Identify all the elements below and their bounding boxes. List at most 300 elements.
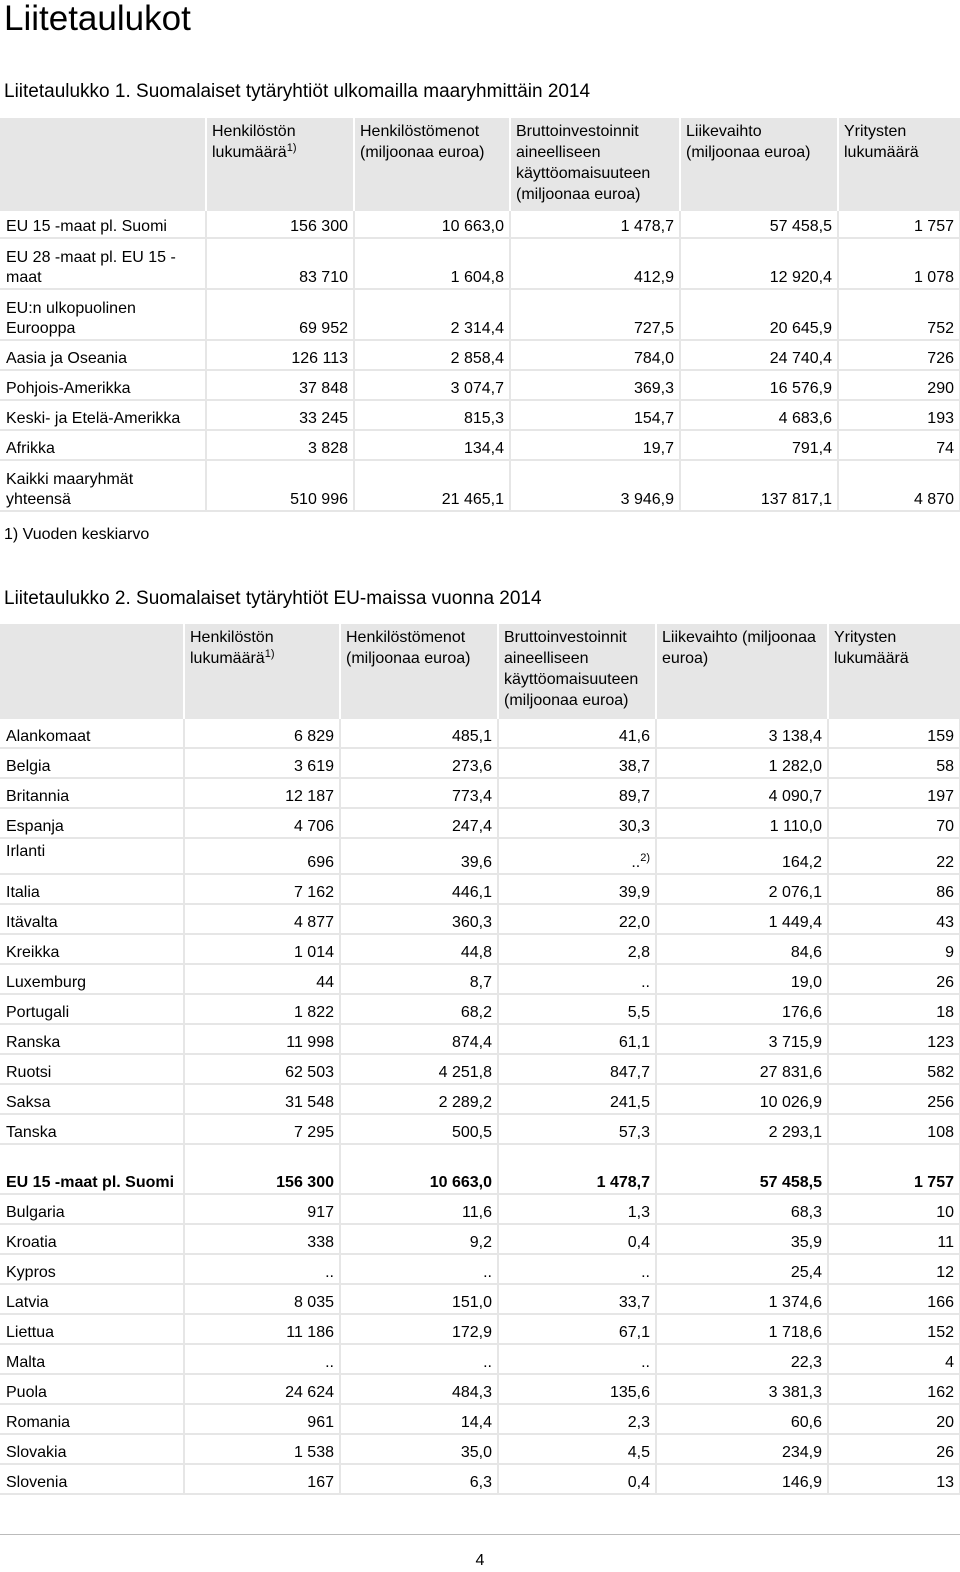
cell-value: 197 — [927, 788, 954, 805]
table1-header-row — [0, 118, 960, 210]
cell-value: 9,2 — [469, 1234, 492, 1251]
cell-value: 0,4 — [627, 1234, 650, 1251]
cell-col2 — [340, 1314, 498, 1344]
cell-col5 — [828, 1314, 960, 1344]
cell-value: 727,5 — [633, 320, 674, 337]
cell-value: 360,3 — [451, 914, 492, 931]
cell-col4 — [656, 1314, 828, 1344]
row-label: Kypros — [0, 1254, 184, 1284]
row-label: Pohjois-Amerikka — [0, 370, 206, 400]
cell-value: 847,7 — [609, 1064, 650, 1081]
cell-value: 726 — [927, 350, 954, 367]
row-label: Britannia — [0, 778, 184, 808]
cell-value: 24 740,4 — [769, 350, 832, 367]
cell-value: 874,4 — [451, 1034, 492, 1051]
table2-header-col4: Liikevaihto (miljoonaa euroa) — [656, 624, 828, 718]
cell-value: .. — [641, 1354, 650, 1371]
cell-value: 1 478,7 — [620, 218, 674, 235]
cell-col4 — [656, 1144, 828, 1194]
cell-value: 1 374,6 — [768, 1294, 822, 1311]
row-label: Puola — [0, 1374, 184, 1404]
cell-value: 19,0 — [790, 974, 822, 991]
cell-col4 — [680, 210, 838, 238]
cell-value: 20 645,9 — [769, 320, 832, 337]
cell-col3 — [498, 808, 656, 838]
cell-value: 1 604,8 — [450, 269, 504, 286]
cell-col5 — [828, 718, 960, 748]
cell-value: 137 817,1 — [760, 491, 832, 508]
row-label: Tanska — [0, 1114, 184, 1144]
cell-col2 — [340, 934, 498, 964]
cell-value: 11 — [937, 1234, 954, 1251]
table1 — [0, 118, 960, 512]
cell-value: 37 848 — [299, 380, 348, 397]
cell-value: 256 — [927, 1094, 954, 1111]
cell-value: 485,1 — [451, 728, 492, 745]
table-row — [0, 718, 960, 748]
cell-value: 57,3 — [618, 1124, 650, 1141]
cell-value: .. — [641, 974, 650, 991]
cell-col1 — [184, 1404, 340, 1434]
cell-value: 156 300 — [276, 1174, 334, 1191]
cell-col4 — [680, 340, 838, 370]
table-row — [0, 1194, 960, 1224]
cell-value: 1 757 — [913, 218, 954, 235]
cell-value: 11,6 — [462, 1204, 492, 1221]
cell-col1 — [184, 1284, 340, 1314]
cell-value: 2,3 — [627, 1414, 650, 1431]
cell-value: 159 — [927, 728, 954, 745]
cell-col3 — [510, 210, 680, 238]
cell-col2 — [354, 340, 510, 370]
table-row — [0, 1404, 960, 1434]
cell-value: 57 458,5 — [769, 218, 832, 235]
cell-col1 — [206, 238, 354, 289]
cell-value: 2 289,2 — [438, 1094, 492, 1111]
cell-value: 20 — [936, 1414, 954, 1431]
cell-col2 — [340, 1114, 498, 1144]
cell-value: 484,3 — [451, 1384, 492, 1401]
cell-col2 — [340, 1024, 498, 1054]
cell-value: 134,4 — [463, 440, 504, 457]
cell-value: 60,6 — [790, 1414, 822, 1431]
table2-header-row — [0, 624, 960, 718]
cell-col4 — [656, 1114, 828, 1144]
cell-value: 83 710 — [299, 269, 348, 286]
table1-header-col1: Henkilöstön lukumäärä$^{1)}$ — [206, 118, 354, 210]
cell-value: 10 — [936, 1204, 954, 1221]
cell-col1 — [184, 1344, 340, 1374]
cell-value: 27 831,6 — [759, 1064, 822, 1081]
table-row — [0, 1314, 960, 1344]
row-label: Alankomaat — [0, 718, 184, 748]
cell-value: 25,4 — [790, 1264, 822, 1281]
table-row — [0, 808, 960, 838]
cell-value: .. — [325, 1264, 334, 1281]
cell-col4 — [656, 934, 828, 964]
cell-value: 4 683,6 — [778, 410, 832, 427]
row-label: Itävalta — [0, 904, 184, 934]
cell-value: 1 478,7 — [596, 1174, 650, 1191]
cell-col3 — [498, 838, 656, 874]
cell-col1 — [184, 1224, 340, 1254]
cell-col1 — [184, 748, 340, 778]
cell-value: 35,0 — [460, 1444, 492, 1461]
cell-value: 35,9 — [790, 1234, 822, 1251]
cell-col1 — [206, 210, 354, 238]
page-title: Liitetaulukot — [4, 0, 191, 38]
cell-value: 6,3 — [469, 1474, 492, 1491]
cell-value: 2 858,4 — [450, 350, 504, 367]
cell-value: 815,3 — [463, 410, 504, 427]
cell-col3 — [510, 340, 680, 370]
cell-col2 — [340, 718, 498, 748]
cell-col5 — [828, 778, 960, 808]
table-row — [0, 748, 960, 778]
cell-col4 — [656, 1054, 828, 1084]
cell-value: 1 110,0 — [769, 818, 822, 835]
footnote-marker: 2) — [640, 852, 650, 864]
cell-value: 752 — [927, 320, 954, 337]
cell-value: 10 026,9 — [759, 1094, 822, 1111]
cell-col2 — [340, 1254, 498, 1284]
table-row — [0, 238, 960, 289]
cell-col4 — [656, 1284, 828, 1314]
cell-col4 — [680, 400, 838, 430]
row-label: Afrikka — [0, 430, 206, 460]
row-label: Portugali — [0, 994, 184, 1024]
cell-value: 68,3 — [790, 1204, 822, 1221]
row-label: EU 15 -maat pl. Suomi — [0, 210, 206, 238]
cell-col5 — [828, 1224, 960, 1254]
cell-value: 123 — [927, 1034, 954, 1051]
cell-col5 — [828, 1144, 960, 1194]
cell-value: 164,2 — [781, 854, 822, 871]
cell-col5 — [828, 1054, 960, 1084]
cell-value: 1 757 — [913, 1174, 954, 1191]
cell-value: 1 282,0 — [768, 758, 822, 775]
cell-col3 — [498, 1114, 656, 1144]
table-row — [0, 1024, 960, 1054]
cell-value: 24 624 — [285, 1384, 334, 1401]
cell-col2 — [354, 370, 510, 400]
row-label: Aasia ja Oseania — [0, 340, 206, 370]
row-label: Belgia — [0, 748, 184, 778]
row-label: Slovenia — [0, 1464, 184, 1494]
cell-value: 89,7 — [618, 788, 650, 805]
cell-col2 — [340, 1434, 498, 1464]
cell-col5 — [828, 994, 960, 1024]
table-row — [0, 460, 960, 511]
cell-col3 — [498, 1404, 656, 1434]
cell-value: 43 — [936, 914, 954, 931]
cell-value: .. — [641, 1264, 650, 1281]
cell-col3 — [498, 778, 656, 808]
cell-col1 — [206, 340, 354, 370]
table-row — [0, 400, 960, 430]
cell-col5 — [838, 289, 960, 340]
cell-value: 961 — [307, 1414, 334, 1431]
table-row — [0, 964, 960, 994]
bottom-divider — [0, 1534, 960, 1535]
cell-value: 39,9 — [618, 884, 650, 901]
page-number: 4 — [475, 1552, 485, 1569]
table1-header-col4: Liikevaihto (miljoonaa euroa) — [680, 118, 838, 210]
cell-col5 — [828, 934, 960, 964]
cell-value: 4,5 — [627, 1444, 650, 1461]
cell-value: 57 458,5 — [759, 1174, 822, 1191]
cell-col2 — [354, 238, 510, 289]
table-row — [0, 1224, 960, 1254]
cell-value: 176,6 — [781, 1004, 822, 1021]
cell-col4 — [656, 1084, 828, 1114]
table2 — [0, 624, 960, 1495]
table-row — [0, 838, 960, 874]
cell-col2 — [340, 1084, 498, 1114]
cell-value: 146,9 — [781, 1474, 822, 1491]
cell-col5 — [828, 1344, 960, 1374]
cell-value: 74 — [936, 440, 954, 457]
cell-value: 917 — [307, 1204, 334, 1221]
cell-col5 — [838, 460, 960, 511]
cell-value: 4 870 — [913, 491, 954, 508]
cell-value: 273,6 — [451, 758, 492, 775]
cell-col1 — [184, 1114, 340, 1144]
cell-value: 1,3 — [627, 1204, 650, 1221]
table-row — [0, 1144, 960, 1194]
row-label: Saksa — [0, 1084, 184, 1114]
cell-value: 4 877 — [293, 914, 334, 931]
cell-value: 3 138,4 — [768, 728, 822, 745]
table1-header-col2: Henkilöstömenot (miljoonaa euroa) — [354, 118, 510, 210]
cell-value: 172,9 — [451, 1324, 492, 1341]
footnote-marker: 1) — [264, 648, 275, 660]
row-label: Irlanti — [0, 838, 184, 874]
cell-value: 30,3 — [618, 818, 650, 835]
cell-col5 — [828, 1374, 960, 1404]
cell-col3 — [510, 400, 680, 430]
cell-col5 — [828, 1404, 960, 1434]
cell-col4 — [656, 1434, 828, 1464]
cell-col4 — [656, 718, 828, 748]
cell-value: 3 828 — [307, 440, 348, 457]
cell-col3 — [498, 718, 656, 748]
table-row — [0, 1284, 960, 1314]
cell-value: 166 — [927, 1294, 954, 1311]
cell-col4 — [656, 904, 828, 934]
cell-value: 0,4 — [627, 1474, 650, 1491]
row-label: Liettua — [0, 1314, 184, 1344]
row-label: Bulgaria — [0, 1194, 184, 1224]
cell-value: 12 — [936, 1264, 954, 1281]
cell-col1 — [184, 1054, 340, 1084]
cell-col3 — [498, 1194, 656, 1224]
cell-col2 — [340, 748, 498, 778]
row-label: Malta — [0, 1344, 184, 1374]
cell-col1 — [184, 934, 340, 964]
cell-value: 58 — [936, 758, 954, 775]
cell-col5 — [828, 874, 960, 904]
cell-col3 — [510, 289, 680, 340]
cell-col3 — [498, 1464, 656, 1494]
cell-col5 — [828, 748, 960, 778]
cell-col4 — [680, 370, 838, 400]
cell-col5 — [828, 1464, 960, 1494]
cell-value: 67,1 — [618, 1324, 650, 1341]
cell-value: 4 090,7 — [768, 788, 822, 805]
cell-value: 135,6 — [609, 1384, 650, 1401]
cell-col3 — [498, 1224, 656, 1254]
cell-value: 9 — [945, 944, 954, 961]
cell-col3 — [498, 994, 656, 1024]
cell-value: 18 — [936, 1004, 954, 1021]
cell-value: 412,9 — [633, 269, 674, 286]
cell-col1 — [184, 808, 340, 838]
cell-col4 — [656, 838, 828, 874]
cell-col2 — [340, 1404, 498, 1434]
cell-value: 193 — [927, 410, 954, 427]
cell-col2 — [340, 1464, 498, 1494]
cell-col2 — [340, 778, 498, 808]
cell-col5 — [838, 370, 960, 400]
cell-value: 38,7 — [618, 758, 650, 775]
cell-col5 — [828, 1114, 960, 1144]
cell-value: 13 — [936, 1474, 954, 1491]
cell-col4 — [656, 874, 828, 904]
cell-value: 1 078 — [913, 269, 954, 286]
cell-value: 156 300 — [290, 218, 348, 235]
cell-value: 126 113 — [291, 350, 348, 367]
cell-value: 10 663,0 — [441, 218, 504, 235]
cell-value: 167 — [307, 1474, 334, 1491]
row-label: Kroatia — [0, 1224, 184, 1254]
cell-col1 — [184, 994, 340, 1024]
cell-value: 791,4 — [791, 440, 832, 457]
cell-col1 — [206, 370, 354, 400]
cell-value: 21 465,1 — [441, 491, 504, 508]
cell-col1 — [184, 874, 340, 904]
row-label: Italia — [0, 874, 184, 904]
cell-col4 — [656, 1464, 828, 1494]
cell-col2 — [340, 1054, 498, 1084]
cell-value: 33 245 — [299, 410, 348, 427]
row-label: Keski- ja Etelä-Amerikka — [0, 400, 206, 430]
table2-header-col5: Yritysten lukumäärä — [828, 624, 960, 718]
cell-col4 — [680, 430, 838, 460]
cell-value: 2 293,1 — [768, 1124, 822, 1141]
cell-value: 1 014 — [293, 944, 334, 961]
cell-value: 44,8 — [460, 944, 492, 961]
cell-col3 — [498, 1254, 656, 1284]
cell-col3 — [498, 1144, 656, 1194]
cell-col4 — [680, 238, 838, 289]
cell-value: 7 162 — [293, 884, 334, 901]
cell-col2 — [340, 808, 498, 838]
cell-value: .. — [483, 1354, 492, 1371]
cell-value: 11 186 — [286, 1324, 334, 1341]
cell-col1 — [184, 1434, 340, 1464]
cell-value: 68,2 — [460, 1004, 492, 1021]
cell-value: 62 503 — [285, 1064, 334, 1081]
table1-footnote: 1) Vuoden keskiarvo — [4, 526, 150, 543]
cell-col4 — [656, 1254, 828, 1284]
table2-header-col1: Henkilöstön lukumäärä$^{1)}$ — [184, 624, 340, 718]
cell-value: 241,5 — [609, 1094, 650, 1111]
table2-header-col3: Bruttoinvestoinnit aineelliseen käyttöomaisuuteen (miljoonaa euroa) — [498, 624, 656, 718]
cell-value: 61,1 — [618, 1034, 650, 1051]
cell-value: 14,4 — [460, 1414, 492, 1431]
table2-header-col2: Henkilöstömenot (miljoonaa euroa) — [340, 624, 498, 718]
cell-col2 — [340, 964, 498, 994]
table1-title: Liitetaulukko 1. Suomalaiset tytäryhtiöt ulkomailla maaryhmittäin 2014 — [4, 81, 591, 102]
cell-col5 — [828, 1284, 960, 1314]
cell-col4 — [656, 1374, 828, 1404]
row-label: Kaikki maaryhmät yhteensä — [0, 460, 206, 511]
cell-col2 — [340, 1144, 498, 1194]
cell-value: 696 — [307, 854, 334, 871]
cell-value: 338 — [307, 1234, 334, 1251]
cell-value: 162 — [927, 1384, 954, 1401]
cell-col1 — [184, 778, 340, 808]
row-label: EU 28 -maat pl. EU 15 -maat — [0, 238, 206, 289]
cell-col2 — [340, 904, 498, 934]
table-row — [0, 1344, 960, 1374]
cell-value: 8 035 — [293, 1294, 334, 1311]
cell-col5 — [828, 1254, 960, 1284]
table-row — [0, 1084, 960, 1114]
table1-header-corner — [0, 118, 206, 210]
cell-col4 — [656, 1024, 828, 1054]
table-row — [0, 1374, 960, 1404]
cell-col2 — [340, 1224, 498, 1254]
cell-col1 — [184, 1144, 340, 1194]
cell-col5 — [838, 430, 960, 460]
cell-value: 500,5 — [451, 1124, 492, 1141]
table-row — [0, 1254, 960, 1284]
cell-col5 — [838, 210, 960, 238]
cell-col4 — [656, 778, 828, 808]
cell-col4 — [656, 1404, 828, 1434]
cell-value: 69 952 — [299, 320, 348, 337]
cell-col2 — [340, 1284, 498, 1314]
cell-col3 — [498, 1434, 656, 1464]
row-label: Slovakia — [0, 1434, 184, 1464]
row-label: Ruotsi — [0, 1054, 184, 1084]
cell-value: 3 381,3 — [768, 1384, 822, 1401]
cell-col1 — [184, 1374, 340, 1404]
cell-value: 290 — [927, 380, 954, 397]
cell-col1 — [184, 1314, 340, 1344]
table-row — [0, 430, 960, 460]
cell-value: 3 946,9 — [620, 491, 674, 508]
cell-col5 — [828, 1194, 960, 1224]
cell-col3 — [498, 1374, 656, 1404]
cell-col3 — [498, 1054, 656, 1084]
cell-value: 4 706 — [293, 818, 334, 835]
cell-value: 26 — [936, 974, 954, 991]
cell-value: 70 — [936, 818, 954, 835]
cell-value: 16 576,9 — [769, 380, 832, 397]
table-row — [0, 1434, 960, 1464]
cell-col4 — [656, 1344, 828, 1374]
table2-header-corner — [0, 624, 184, 718]
cell-value: .. — [483, 1264, 492, 1281]
cell-col3 — [498, 934, 656, 964]
cell-value: 26 — [936, 1444, 954, 1461]
cell-value: 12 187 — [285, 788, 334, 805]
cell-col3 — [510, 238, 680, 289]
table-row — [0, 994, 960, 1024]
